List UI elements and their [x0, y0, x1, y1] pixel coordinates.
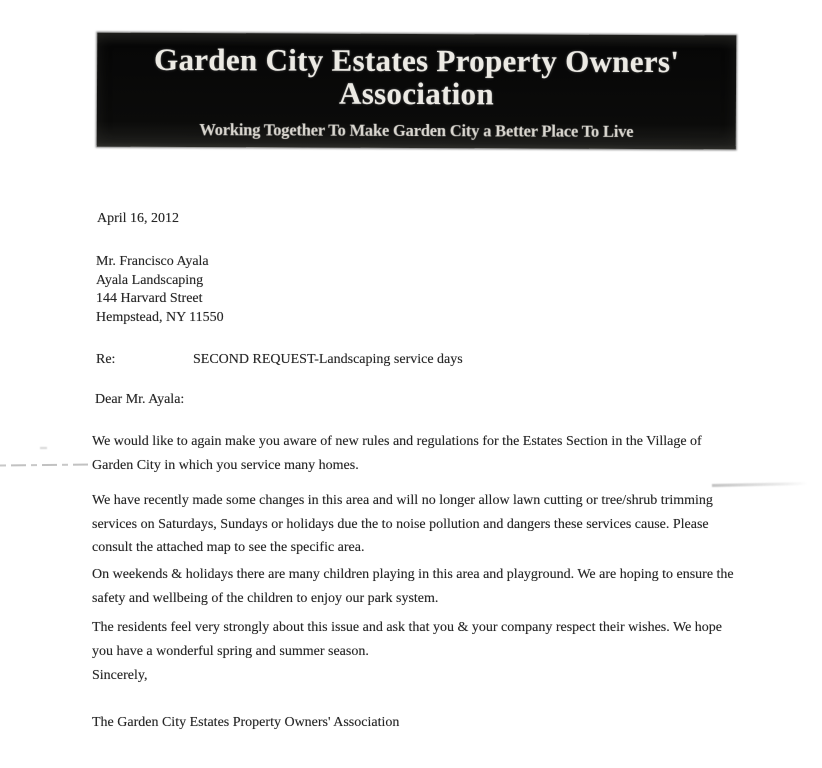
recipient-address-block: [96, 253, 224, 327]
association-motto: Working Together To Make Garden City a Better Place To Live: [199, 120, 634, 141]
body-paragraph-2: We have recently made some changes in this area and will no longer allow lawn cutting or tree/shrub trimming services on Saturdays, Sundays or holidays due the to noise pollution and dangers these services cause. Please consult the attached map to see the specific area.: [92, 493, 713, 555]
scan-artifact-right-smudge: [712, 482, 808, 487]
body-paragraph-4: The residents feel very strongly about this issue and ask that you & your company respect their wishes. We hope you have a wonderful spring and summer season.: [92, 620, 723, 659]
body-paragraph-3: On weekends & holidays there are many children playing in this area and playground. We are hoping to ensure the safety and wellbeing of the children to enjoy our park system.: [92, 567, 734, 606]
scan-artifact-speck: [40, 447, 47, 449]
recipient-street: 144 Harvard Street: [96, 291, 203, 306]
body-paragraph-1: We would like to again make you aware of new rules and regulations for the Estates Section in the Village of Garden City in which you service many homes.: [92, 434, 702, 473]
association-title: Garden City Estates Property Owners' Association: [153, 41, 680, 111]
salutation: Dear Mr. Ayala:: [95, 392, 185, 407]
recipient-city-state-zip: Hempstead, NY 11550: [96, 309, 224, 325]
scan-artifact-left-dashes: [0, 464, 92, 467]
closing-sincerely: Sincerely,: [92, 668, 148, 683]
recipient-name: Mr. Francisco Ayala: [96, 254, 209, 269]
re-line: [96, 352, 463, 368]
recipient-company: Ayala Landscaping: [96, 272, 204, 288]
letter-date: April 16, 2012: [97, 211, 180, 226]
re-subject: SECOND REQUEST-Landscaping service days: [193, 352, 463, 367]
re-label: Re:: [96, 352, 116, 367]
association-header-banner: [97, 33, 736, 150]
signature-line: The Garden City Estates Property Owners' Association: [92, 715, 400, 730]
